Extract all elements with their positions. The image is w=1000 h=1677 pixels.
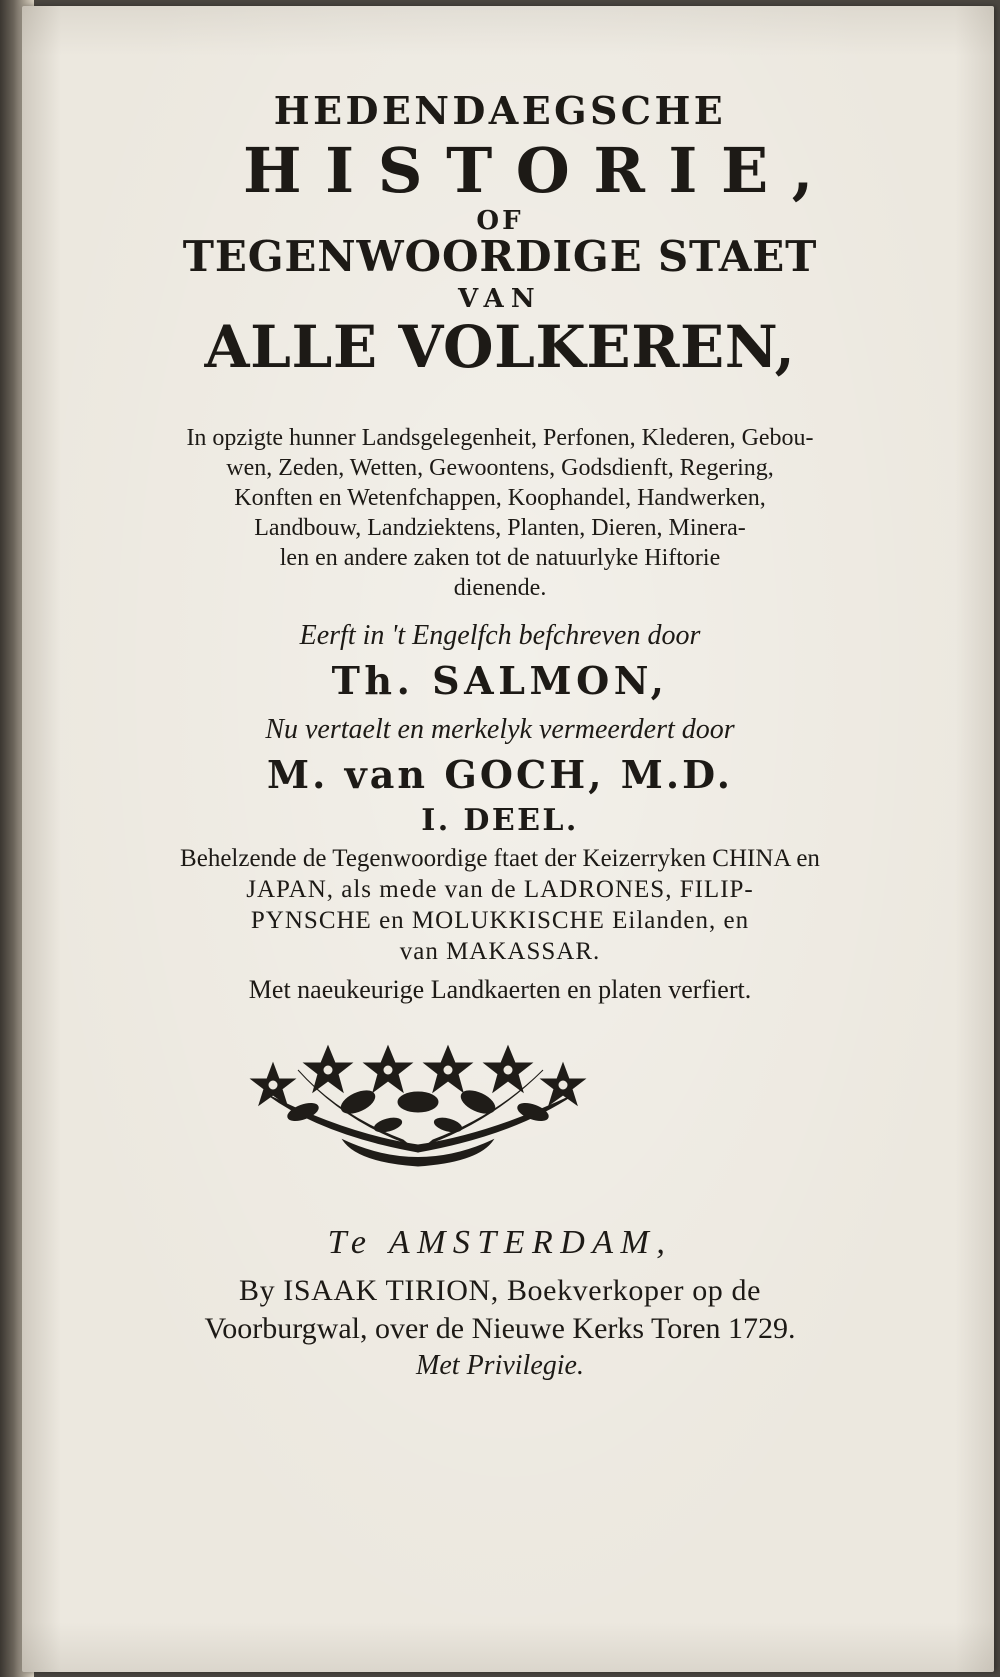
- title-tegenwoordige-staet: TEGENWOORDIGE STAET: [182, 232, 818, 281]
- translator-intro: Nu vertaelt en merkelyk vermeerdert door: [265, 714, 735, 745]
- maps-note: Met naeukeurige Landkaerten en platen verfiert.: [248, 975, 752, 1004]
- imprint-address: Voorburgwal, over de Nieuwe Kerks Toren 1729.: [204, 1312, 796, 1345]
- title-of: OF: [476, 206, 524, 236]
- subtitle-line-3: Konften en Wetenfchappen, Koophandel, Handwerken,: [234, 485, 766, 511]
- author-name: Th. SALMON,: [331, 658, 669, 703]
- subtitle-line-6: dienende.: [453, 575, 547, 601]
- imprint-privilege: Met Privilegie.: [416, 1350, 584, 1381]
- subtitle-line-4: Landbouw, Landziektens, Planten, Dieren, Minera-: [254, 515, 746, 541]
- subtitle-line-2: wen, Zeden, Wetten, Gewoontens, Godsdienft, Regering,: [226, 455, 774, 481]
- imprint-publisher: By ISAAK TIRION, Boekverkoper op de: [238, 1274, 762, 1307]
- title-van: VAN: [458, 284, 542, 314]
- imprint-city: Te AMSTERDAM,: [327, 1224, 673, 1261]
- contents-line-2: JAPAN, als mede van de LADRONES, FILIP-: [246, 876, 754, 903]
- contents-line-3: PYNSCHE en MOLUKKISCHE Eilanden, en: [250, 907, 750, 934]
- title-historie: HISTORIE,: [243, 134, 837, 207]
- translator-name: M. van GOCH, M.D.: [266, 752, 734, 797]
- contents-line-4: van MAKASSAR.: [399, 938, 601, 965]
- contents-line-1: Behelzende de Tegenwoordige ftaet der Keizerryken CHINA en: [180, 845, 820, 872]
- subtitle-line-5: len en andere zaken tot de natuurlyke Hiftorie: [279, 545, 721, 571]
- subtitle-line-1: In opzigte hunner Landsgelegenheit, Perfonen, Klederen, Gebou-: [186, 425, 814, 451]
- english-author-intro: Eerft in 't Engelfch befchreven door: [299, 620, 701, 651]
- title-hedendaegsche: HEDENDAEGSCHE: [273, 88, 727, 133]
- title-alle-volkeren: ALLE VOLKEREN,: [204, 313, 796, 381]
- volume-number: I. DEEL.: [421, 803, 579, 838]
- flower-basket-ornament: [228, 1040, 608, 1175]
